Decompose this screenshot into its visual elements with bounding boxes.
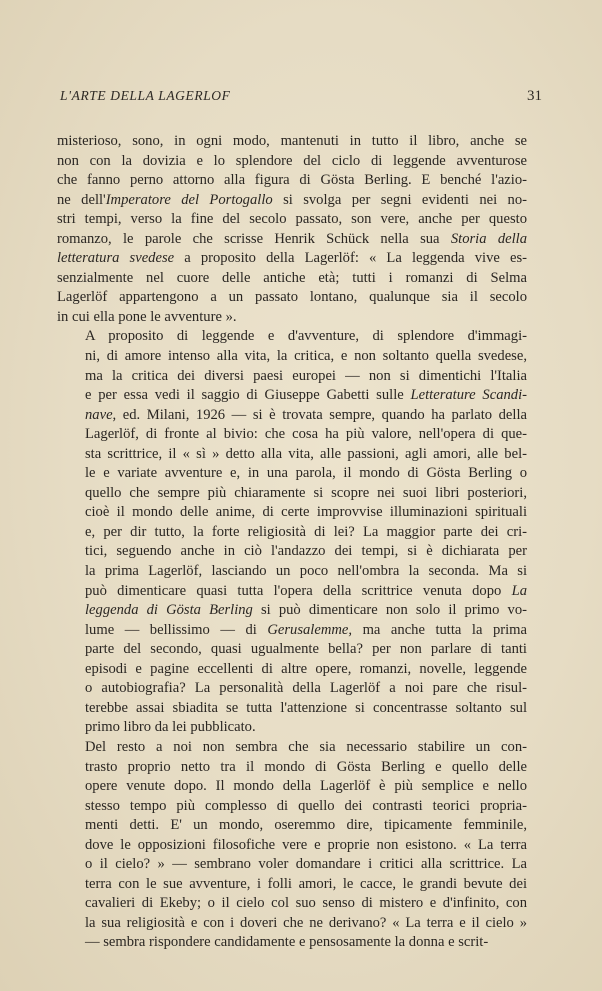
text-line xyxy=(57,601,527,621)
text-run: che fanno perno attorno alla figura di Gösta Berling. E benché l'azio- xyxy=(57,172,527,189)
text-line xyxy=(57,484,527,504)
paragraph-2 xyxy=(57,327,527,737)
text-run: episodi e pagine eccellenti di altre opere, romanzi, novelle, leggende xyxy=(85,660,527,677)
text-run: ma anche tutta la prima xyxy=(352,621,528,638)
text-run: può dimenticare quasi tutta l'opera della scrittrice venuta dopo xyxy=(85,582,512,599)
text-run: cioè il mondo delle anime, di certe improvvise illuminazioni spirituali xyxy=(85,504,527,521)
text-line xyxy=(57,621,527,641)
italic-title: Imperatore del Portogallo xyxy=(105,191,273,208)
body-text xyxy=(57,132,527,953)
text-run: opere venute dopo. Il mondo della Lagerlöf è più semplice e nello xyxy=(85,778,527,795)
text-run: Lagerlöf, di fronte al bivio: che cosa ha più valore, nell'opera di que- xyxy=(85,426,527,443)
text-run: le e variate avventure e, in una parola, il mondo di Gösta Berling o xyxy=(85,465,527,482)
text-run: cavalieri di Ekeby; o il cielo col suo senso di mistero e d'infinito, con xyxy=(85,895,527,912)
page-number: 31 xyxy=(527,88,542,104)
italic-title: La xyxy=(511,582,527,599)
text-run: terebbe assai sbiadita se tutta l'attenzione si concentrasse soltanto sul xyxy=(85,699,527,716)
text-run: dove le opposizioni filosofiche vere e proprie non esistono. « La terra xyxy=(85,836,527,853)
text-line xyxy=(57,386,527,406)
text-line xyxy=(57,738,527,758)
text-line xyxy=(57,777,527,797)
text-run: primo libro da lei pubblicato. xyxy=(85,719,256,736)
text-run: la sua religiosità e con i doveri che ne derivano? « La terra e il cielo » xyxy=(85,914,527,931)
text-run: misterioso, sono, in ogni modo, mantenuti in tutto il libro, anche se xyxy=(57,133,527,149)
text-run: Lagerlöf appartengono a un passato lontano, qualunque sia il secolo xyxy=(57,289,527,306)
text-run: e, per dir tutto, la forte religiosità di lei? La maggior parte dei cri- xyxy=(85,523,527,540)
text-run: Del resto a noi non sembra che sia necessario stabilire un con- xyxy=(85,738,527,755)
text-line xyxy=(57,894,527,914)
text-line xyxy=(57,562,527,582)
text-line xyxy=(57,406,527,426)
italic-title: nave, xyxy=(85,406,117,423)
text-run: terra con le sue avventure, i folli amori, le cacce, le grandi bevute dei xyxy=(85,875,527,892)
text-run: in cui ella pone le avventure ». xyxy=(57,308,237,325)
text-run: ne dell' xyxy=(57,191,106,208)
text-run: ma la critica dei diversi paesi europei — non si dimentichi l'Italia xyxy=(85,367,527,384)
text-run: non con la dovizia e lo splendore del ciclo di leggende avventurose xyxy=(57,152,527,169)
text-line xyxy=(57,640,527,660)
text-line xyxy=(57,327,527,347)
text-line xyxy=(57,210,527,230)
text-run: parte del secondo, quasi ugualmente bella? per non parlare di tanti xyxy=(85,641,527,658)
text-line xyxy=(57,171,527,191)
paragraph-1 xyxy=(57,132,527,327)
text-line xyxy=(57,152,527,172)
text-line xyxy=(57,758,527,778)
text-run: si può dimenticare non solo il primo vo- xyxy=(252,602,527,619)
text-line xyxy=(57,699,527,719)
text-line xyxy=(57,679,527,699)
text-line xyxy=(57,230,527,250)
text-run: la prima Lagerlöf, lasciando un poco nell'ombra la seconda. Ma si xyxy=(85,563,527,580)
text-line xyxy=(57,367,527,387)
text-run: sta scrittrice, il « sì » detto alla vita, alle passioni, agli amori, alle bel- xyxy=(85,445,527,462)
text-line xyxy=(57,582,527,602)
text-line xyxy=(57,718,527,738)
text-run: romanzo, le parole che scrisse Henrik Schück nella sua xyxy=(57,230,451,247)
text-run: tici, seguendo anche in ciò l'andazzo dei tempi, si è dichiarata per xyxy=(85,543,527,560)
text-line xyxy=(57,308,527,328)
text-line xyxy=(57,288,527,308)
text-line xyxy=(57,269,527,289)
italic-title: leggenda di Gösta Berling xyxy=(85,602,253,619)
text-run: si svolga per segni evidenti nei no- xyxy=(272,191,528,208)
text-line xyxy=(57,816,527,836)
text-run: o il cielo? » — sembrano voler domandare i critici alla scrittrice. La xyxy=(85,856,527,873)
text-line xyxy=(57,249,527,269)
italic-title: letteratura svedese xyxy=(57,250,175,267)
text-line xyxy=(57,425,527,445)
text-line xyxy=(57,464,527,484)
running-head: L'ARTE DELLA LAGERLOF xyxy=(60,88,231,103)
text-run: e per essa vedi il saggio di Giuseppe Gabetti sulle xyxy=(85,387,411,404)
text-run: trasto proprio netto tra il mondo di Gösta Berling e quello delle xyxy=(85,758,527,775)
italic-title: Gerusalemme, xyxy=(267,621,353,638)
text-line xyxy=(57,191,527,211)
text-run: lume — bellissimo — di xyxy=(85,621,268,638)
text-line xyxy=(57,933,527,953)
text-line xyxy=(57,660,527,680)
text-line xyxy=(57,836,527,856)
italic-title: Storia della xyxy=(450,230,528,247)
text-run: a proposito della Lagerlöf: « La leggenda vive es- xyxy=(174,250,528,267)
text-run: ni, di amore intenso alla vita, la critica, e non soltanto quella svedese, xyxy=(85,348,527,365)
text-line xyxy=(57,347,527,367)
paragraph-3 xyxy=(57,738,527,953)
text-line xyxy=(57,503,527,523)
text-run: senzialmente nel cuore delle antiche età; tutti i romanzi di Selma xyxy=(57,269,527,286)
text-run: — sembra rispondere candidamente e pensosamente la donna e scrit- xyxy=(85,934,489,951)
text-line xyxy=(57,542,527,562)
text-run: A proposito di leggende e d'avventure, di splendore d'immagi- xyxy=(85,328,527,345)
text-run: o autobiografia? La personalità della Lagerlöf a noi pare che risul- xyxy=(85,680,527,697)
text-line xyxy=(57,914,527,934)
text-run: menti detti. E' un mondo, oseremmo dire, tipicamente femminile, xyxy=(85,817,527,834)
text-line xyxy=(57,132,527,152)
text-run: ed. Milani, 1926 — si è trovata sempre, quando ha parlato della xyxy=(116,406,527,423)
text-line xyxy=(57,445,527,465)
text-run: quello che sempre più chiaramente si scopre nei suoi libri posteriori, xyxy=(85,484,527,501)
text-line xyxy=(57,875,527,895)
text-run: stesso tempo più complesso di quello dei contrasti teorici propria- xyxy=(85,797,527,814)
text-line xyxy=(57,855,527,875)
text-run: stri tempi, verso la fine del secolo passato, son vere, anche per questo xyxy=(57,211,527,228)
text-line xyxy=(57,797,527,817)
italic-title: Letterature Scandi- xyxy=(410,387,527,404)
text-line xyxy=(57,523,527,543)
